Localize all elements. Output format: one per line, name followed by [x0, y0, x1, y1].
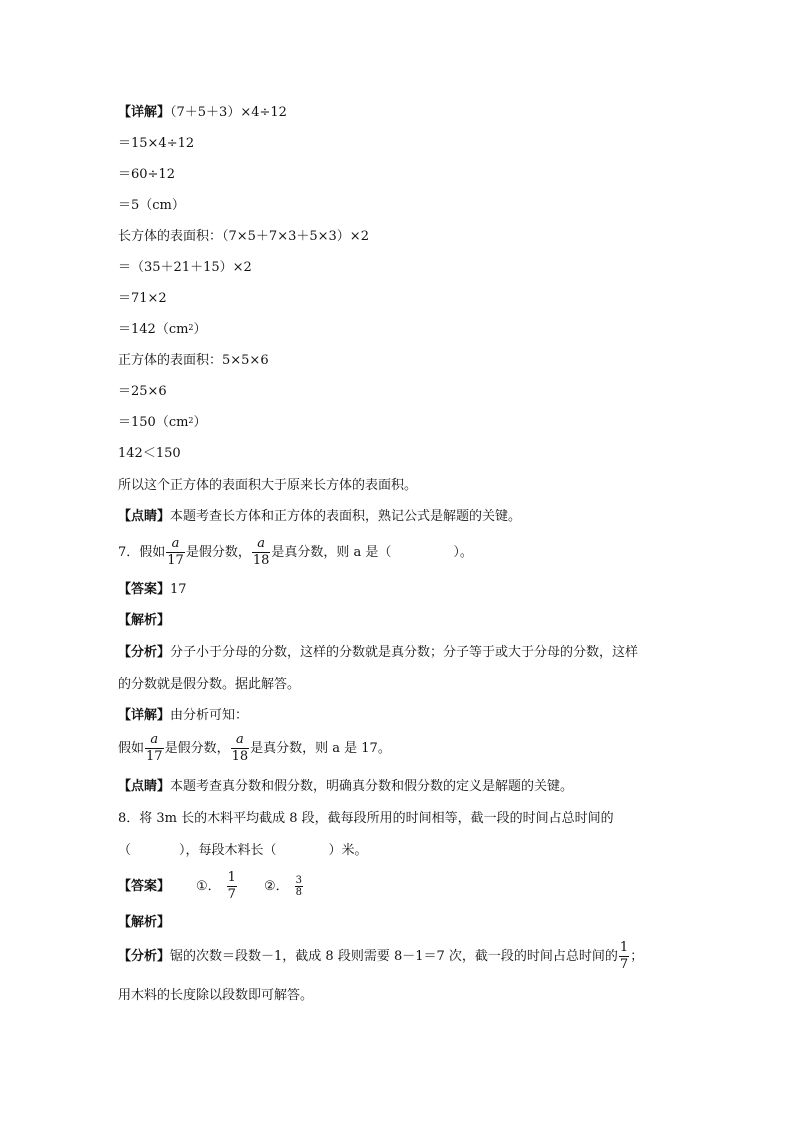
answer-line	[118, 580, 187, 600]
key-point-tag: 【点睛】	[118, 509, 171, 524]
question-text: ）米。	[328, 843, 368, 858]
numerator: 1	[227, 870, 236, 885]
answer-index: ②．	[263, 879, 289, 894]
fraction	[227, 870, 237, 903]
analysis-tag: 【分析】	[118, 645, 171, 660]
answer-tag: 【答案】	[118, 582, 171, 597]
solution-line: ＝（35＋21＋15）×2	[118, 260, 252, 275]
expression: ＝150（cm	[118, 415, 189, 430]
detail-text: 由分析可知：	[170, 708, 249, 723]
denominator: 8	[295, 887, 302, 898]
key-point-line	[118, 777, 573, 797]
fraction	[145, 732, 164, 765]
expression: ＝142（cm	[118, 322, 189, 337]
expression: ）	[193, 415, 207, 430]
solution-line: ＝15×4÷12	[118, 136, 195, 151]
question-text: 是真分数，则 a 是（	[271, 545, 392, 560]
solution-line	[118, 103, 287, 123]
superscript: 2	[188, 416, 194, 425]
analysis-text: 锯的次数＝段数－1，截成 8 段则需要 8－1＝7 次，截一段的时间占总时间的	[170, 949, 618, 964]
key-point-tag: 【点睛】	[118, 779, 171, 794]
analysis-text: 分子小于分母的分数，这样的分数就是真分数；分子等于或大于分母的分数，这样	[170, 645, 639, 660]
detail-text: 是真分数，则 a 是 17。	[250, 741, 391, 756]
solution-line: ＝60÷12	[118, 167, 175, 182]
denominator: 7	[227, 887, 236, 902]
denominator: 18	[231, 749, 249, 764]
detail-text: 是假分数，	[164, 741, 230, 756]
answer-value: 17	[170, 582, 187, 597]
question-8: 8．将 3m 长的木料平均截成 8 段，截每段所用的时间相等，截一段的时间占总时间的	[118, 811, 614, 826]
numerator: a	[171, 536, 180, 551]
analysis-line: 用木料的长度除以段数即可解答。	[118, 988, 314, 1003]
answer-index: ①．	[196, 879, 221, 894]
solution-line: 长方体的表面积：（7×5＋7×3＋5×3）×2	[118, 229, 369, 244]
analysis-text: ；	[630, 949, 644, 964]
solution-line: 正方体的表面积：5×5×6	[118, 353, 269, 368]
solution-line: ＝25×6	[118, 384, 167, 399]
denominator: 7	[619, 957, 629, 972]
question-8-line-2	[118, 841, 368, 861]
detail-line	[118, 706, 248, 726]
solution-line: 142＜150	[118, 446, 181, 461]
question-text: ），每段木料长（	[179, 843, 277, 858]
analysis-heading: 【解析】	[118, 915, 171, 930]
key-point-text: 本题考查长方体和正方体的表面积，熟记公式是解题的关键。	[170, 509, 522, 524]
denominator: 17	[146, 749, 163, 764]
denominator: 17	[167, 553, 184, 568]
fraction	[231, 732, 250, 765]
expression: ）	[193, 322, 207, 337]
detail-text: 假如	[118, 741, 145, 756]
key-point-line	[118, 507, 521, 527]
fraction	[619, 940, 629, 973]
question-text: （	[118, 843, 132, 858]
expression: （7＋5＋3）×4÷12	[170, 105, 287, 120]
denominator: 18	[252, 553, 270, 568]
question-text: ）。	[453, 545, 473, 560]
solution-line: ＝71×2	[118, 291, 167, 306]
question-number: 7．假如	[118, 545, 166, 560]
fraction	[166, 536, 185, 569]
solution-line	[118, 413, 207, 433]
numerator: a	[235, 732, 244, 747]
answer-line	[118, 869, 304, 905]
fraction	[252, 536, 271, 569]
detail-tag: 【详解】	[118, 708, 171, 723]
analysis-heading: 【解析】	[118, 613, 171, 628]
conclusion-line: 所以这个正方体的表面积大于原来长方体的表面积。	[118, 478, 418, 493]
numerator: 1	[619, 940, 629, 955]
superscript: 2	[188, 323, 194, 332]
numerator: a	[150, 732, 159, 747]
solution-line: ＝5（cm）	[118, 198, 185, 213]
key-point-text: 本题考查真分数和假分数，明确真分数和假分数的定义是解题的关键。	[170, 779, 574, 794]
question-text: 是假分数，	[185, 545, 251, 560]
fraction	[295, 875, 303, 898]
analysis-line	[118, 643, 638, 663]
detail-tag: 【详解】	[118, 105, 171, 120]
answer-tag: 【答案】	[118, 879, 171, 894]
analysis-tag: 【分析】	[118, 949, 171, 964]
detail-line	[118, 731, 391, 767]
numerator: 3	[295, 875, 302, 886]
analysis-line	[118, 939, 643, 975]
question-7	[118, 535, 473, 571]
numerator: a	[257, 536, 265, 551]
analysis-line: 的分数就是假分数。据此解答。	[118, 677, 301, 692]
solution-line	[118, 320, 207, 340]
